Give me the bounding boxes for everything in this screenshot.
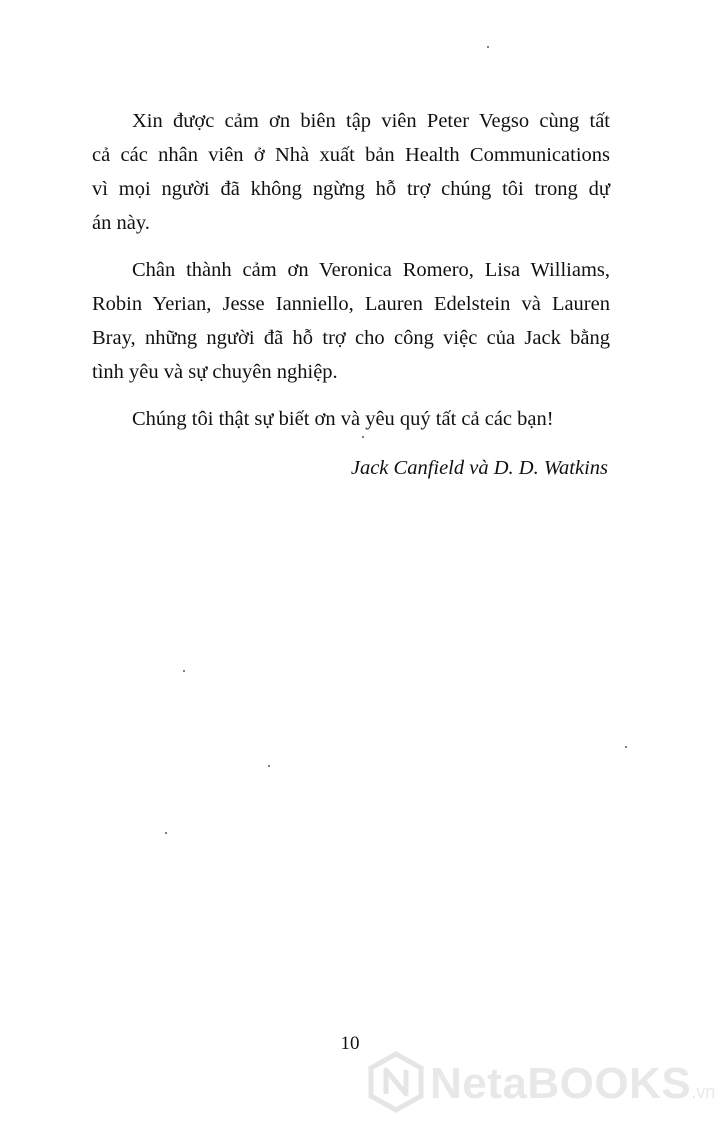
signature: Jack Canfield và D. D. Watkins bbox=[350, 457, 608, 479]
text-line: Xin được cảm ơn biên tập viên Peter Vegso cùng tất bbox=[132, 110, 610, 132]
watermark-text: NetaBOOKS.vn bbox=[430, 1059, 715, 1108]
netabooks-watermark bbox=[366, 1052, 715, 1114]
text-line: Chúng tôi thật sự biết ơn và yêu quý tất cả các bạn! bbox=[132, 408, 554, 430]
text-line: tình yêu và sự chuyên nghiệp. bbox=[92, 361, 338, 383]
page-number: 10 bbox=[340, 1033, 360, 1054]
netabooks-logo-icon bbox=[368, 1052, 424, 1112]
scan-speck bbox=[268, 765, 270, 767]
text-line: vì mọi người đã không ngừng hỗ trợ chúng tôi trong dự bbox=[92, 178, 610, 200]
scan-speck bbox=[625, 746, 627, 748]
paragraph-thanks-publisher bbox=[92, 104, 610, 240]
scan-speck bbox=[362, 436, 364, 438]
text-line: Chân thành cảm ơn Veronica Romero, Lisa Williams, bbox=[132, 259, 610, 281]
paragraph-closing bbox=[92, 402, 610, 436]
scan-speck bbox=[183, 670, 185, 672]
scan-speck bbox=[165, 832, 167, 834]
text-line: Robin Yerian, Jesse Ianniello, Lauren Edelstein và Lauren bbox=[92, 293, 610, 315]
text-line: cả các nhân viên ở Nhà xuất bản Health Communications bbox=[92, 144, 610, 166]
scan-speck bbox=[487, 46, 489, 48]
acknowledgements-text bbox=[92, 104, 610, 449]
text-line: Bray, những người đã hỗ trợ cho công việc của Jack bằng bbox=[92, 327, 610, 349]
text-line: án này. bbox=[92, 212, 150, 234]
paragraph-thanks-team bbox=[92, 253, 610, 389]
